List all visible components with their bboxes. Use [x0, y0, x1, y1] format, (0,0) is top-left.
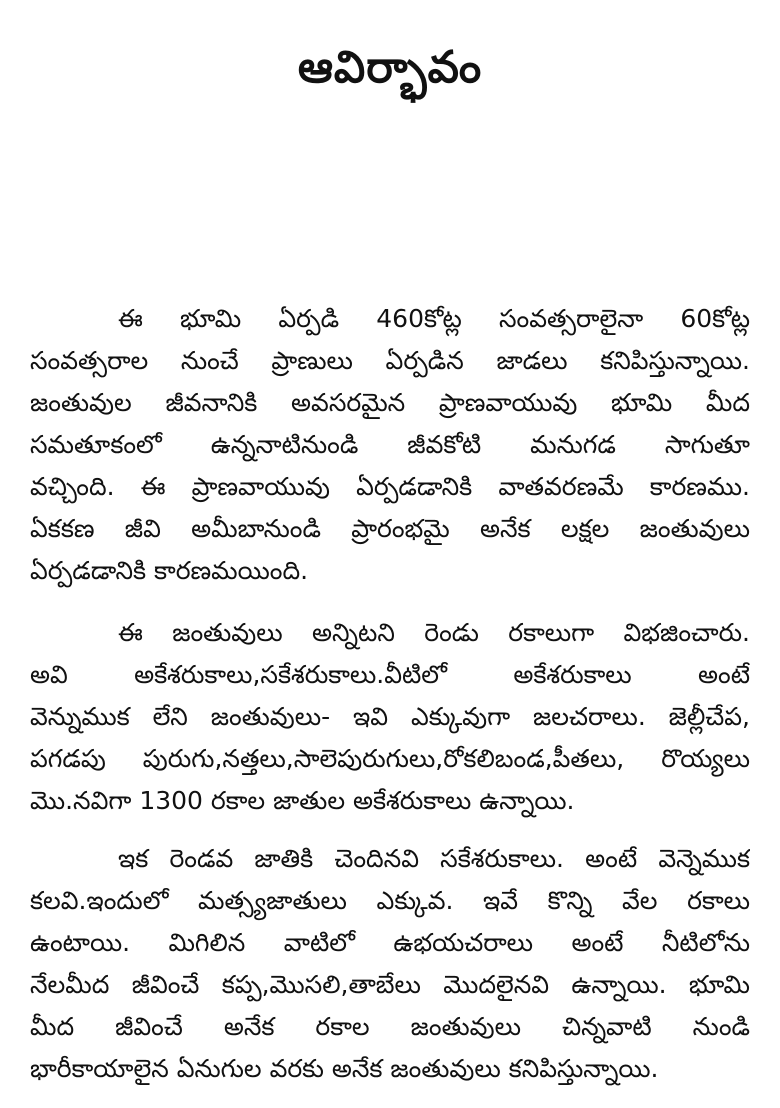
text-line: ఏకకణ జీవి అమీబానుండి ప్రారంభమై అనేక లక్షల జంతువులు	[30, 514, 750, 543]
text-line: మొ.నవిగా 1300 రకాల జాతుల అకేశరుకాలు ఉన్నాయి.	[30, 786, 575, 815]
text-line: సమతూకంలో ఉన్ననాటినుండి జీవకోటి మనుగడ సాగుతూ	[30, 430, 750, 459]
text-line: పగడపు పురుగు,నత్తలు,సాలెపురుగులు,రోకలిబండ,పీతలు, రొయ్యలు	[30, 744, 750, 773]
text-line: ఈ భూమి ఏర్పడి 460కోట్ల సంవత్సరాలైనా 60కోట్ల	[118, 304, 750, 333]
text-line: వెన్నుముక లేని జంతువులు- ఇవి ఎక్కువుగా జలచరాలు. జెల్లీచేప,	[30, 702, 750, 731]
page-title: ఆవిర్భావం	[297, 42, 483, 93]
text-line: భారీకాయాలైన ఏనుగుల వరకు అనేక జంతువులు కనిపిస్తున్నాయి.	[30, 1054, 659, 1083]
text-line: నేలమీద జీవించే కప్ప,మొసలి,తాబేలు మొదలైనవి ఉన్నాయి. భూమి	[30, 970, 750, 999]
text-line: జంతువుల జీవనానికి అవసరమైన ప్రాణవాయువు భూమి మీద	[30, 388, 750, 417]
text-line: మీద జీవించే అనేక రకాల జంతువులు చిన్నవాటి నుండి	[30, 1012, 750, 1041]
text-line: ఈ జంతువులు అన్నిటని రెండు రకాలుగా విభజించారు.	[118, 618, 750, 647]
text-line: ఏర్పడడానికి కారణమయింది.	[30, 556, 309, 585]
paragraph-vertebrates	[30, 838, 750, 1090]
text-line: సంవత్సరాల నుంచే ప్రాణులు ఏర్పడిన జాడలు కనిపిస్తున్నాయి.	[30, 346, 750, 375]
paragraph-origin-of-life	[30, 298, 750, 592]
text-line: వచ్చింది. ఈ ప్రాణవాయువు ఏర్పడడానికి వాతవరణమే కారణము.	[30, 472, 750, 501]
paragraph-invertebrates	[30, 612, 750, 822]
text-line: ఉంటాయి. మిగిలిన వాటిలో ఉభయచరాలు అంటే నీటిలోను	[30, 928, 750, 957]
text-line: ఇక రెండవ జాతికి చెందినవి సకేశరుకాలు. అంటే వెన్నెముక	[118, 844, 750, 873]
text-line: అవి అకేశరుకాలు,సకేశరుకాలు.వీటిలో అకేశరుకాలు అంటే	[30, 660, 750, 689]
text-line: కలవి.ఇందులో మత్స్యజాతులు ఎక్కువ. ఇవే కొన్ని వేల రకాలు	[30, 886, 750, 915]
